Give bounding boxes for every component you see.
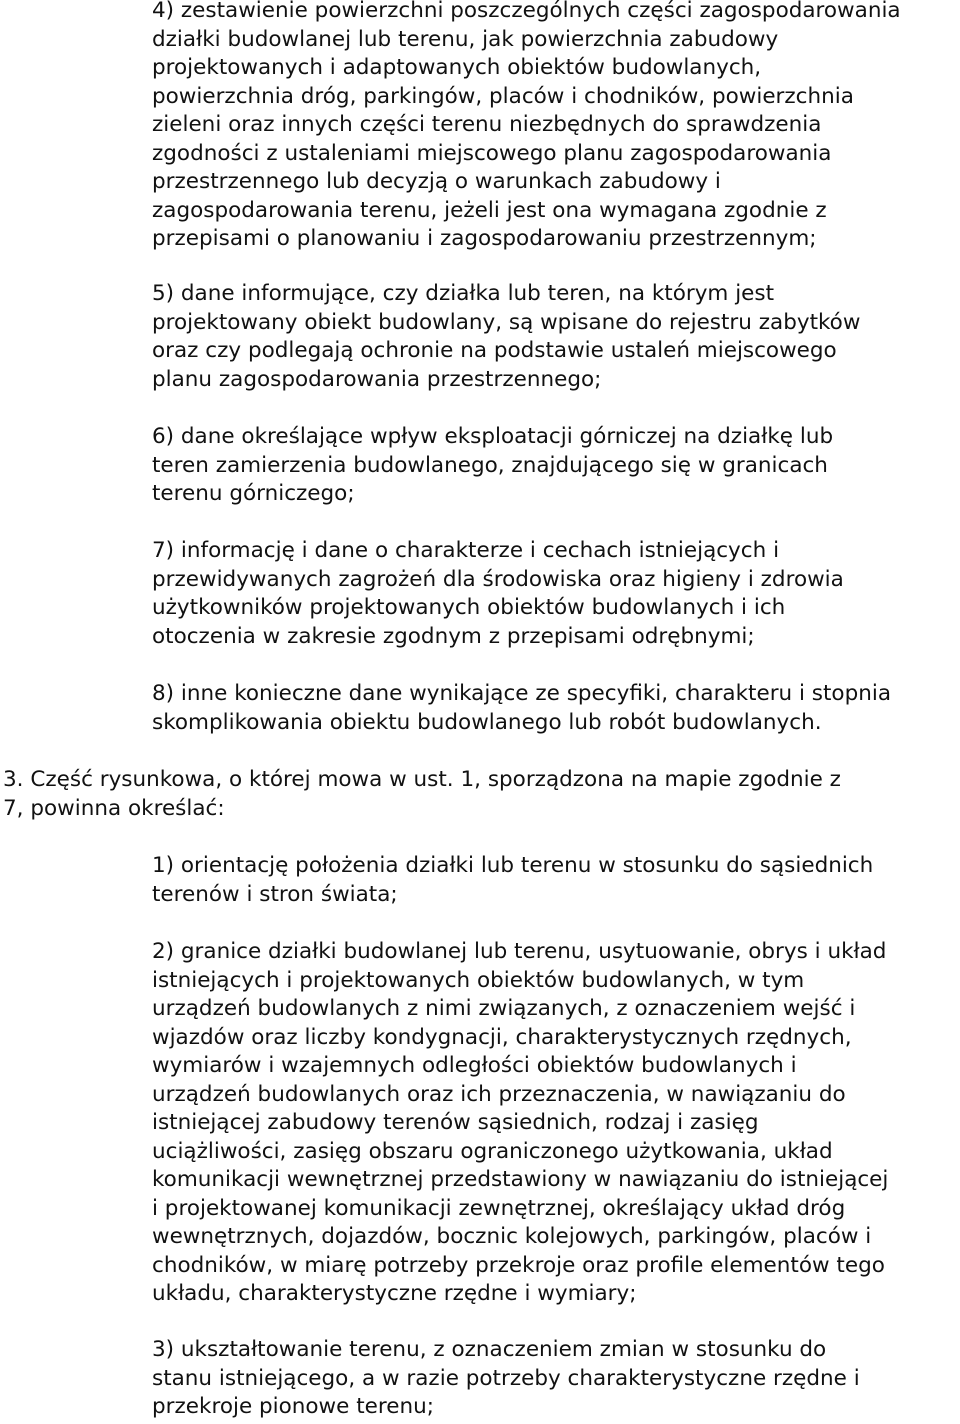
list-item-4: 4) zestawienie powierzchni poszczególnych części zagospodarowania działki budowlanej lub terenu, jak powierzchnia zabudowy projektowanych i adaptowanych obiektów budowlanych, powierzchnia dróg, parkingów, placów i chodników, powierzchnia zieleni oraz innych części terenu niezbędnych do sprawdzenia zgodności z ustaleniami miejscowego planu zagospodarowania przestrzennego lub decyzją o warunkach zabudowy i zagospodarowania terenu, jeżeli jest ona wymagana zgodnie z przepisami o planowaniu i zagospodarowaniu przestrzennym; bbox=[152, 0, 901, 251]
list-item-7: 7) informację i dane o charakterze i cechach istniejących i przewidywanych zagrożeń dla środowiska oraz higieny i zdrowia użytkowników projektowanych obiektów budowlanych i ich otoczenia w zakresie zgodnym z przepisami odrębnymi; bbox=[152, 538, 844, 649]
section-3-item-1: 1) orientację położenia działki lub terenu w stosunku do sąsiednich terenów i stron świata; bbox=[152, 853, 874, 907]
section-3-item-3: 3) ukształtowanie terenu, z oznaczeniem zmian w stosunku do stanu istniejącego, a w razie potrzeby charakterystyczne rzędne i przekroje pionowe terenu; bbox=[152, 1337, 860, 1419]
list-item-6: 6) dane określające wpływ eksploatacji górniczej na działkę lub teren zamierzenia budowlanego, znajdującego się w granicach terenu górniczego; bbox=[152, 424, 834, 506]
list-item-8: 8) inne konieczne dane wynikające ze specyfiki, charakteru i stopnia skomplikowania obiektu budowlanego lub robót budowlanych. bbox=[152, 681, 892, 735]
section-3-item-2: 2) granice działki budowlanej lub terenu, usytuowanie, obrys i układ istniejących i projektowanych obiektów budowlanych, w tym urządzeń budowlanych z nimi związanych, z oznaczeniem wejść i wjazdów oraz liczby kondygnacji, charakterystycznych rzędnych, wymiarów i wzajemnych odległości obiektów budowlanych i urządzeń budowlanych oraz ich przeznaczenia, w nawiązaniu do istniejącej zabudowy terenów sąsiednich, rodzaj i zasięg uciążliwości, zasięg obszaru ograniczonego użytkowania, układ komunikacji wewnętrznej przedstawiony w nawiązaniu do istniejącej i projektowanej komunikacji zewnętrznej, określający układ dróg wewnętrznych, dojazdów, bocznic kolejowych, parkingów, placów i chodników, w miarę potrzeby przekroje oraz profile elementów tego układu, charakterystyczne rzędne i wymiary; bbox=[152, 939, 889, 1306]
section-3-heading: 3. Część rysunkowa, o której mowa w ust. 1, sporządzona na mapie zgodnie z 7, powinna określać: bbox=[3, 767, 841, 821]
list-item-5: 5) dane informujące, czy działka lub teren, na którym jest projektowany obiekt budowlany, są wpisane do rejestru zabytków oraz czy podlegają ochronie na podstawie ustaleń miejscowego planu zagospodarowania przestrzennego; bbox=[152, 281, 861, 392]
